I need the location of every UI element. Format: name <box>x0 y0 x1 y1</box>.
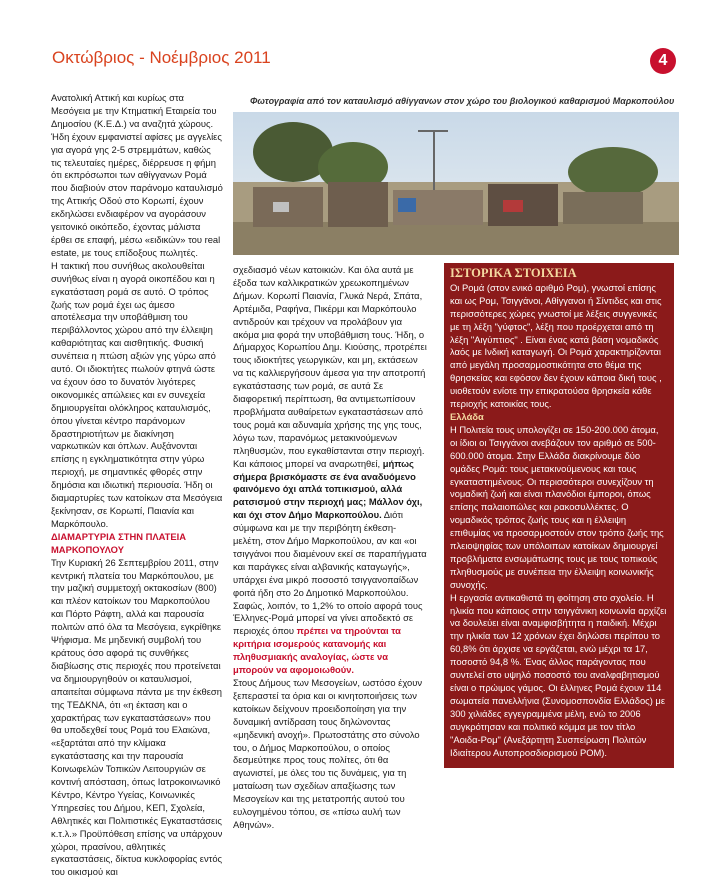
page-number-badge: 4 <box>650 48 676 74</box>
photo-caption: Φωτογραφία από τον καταυλισμό αθίγγανων στον χώρο του βιολογικού καθαρισμού Μαρκοπούλου <box>250 96 675 106</box>
sidebar-paragraph-1: Οι Ρομά (στον ενικό αριθμό Ρομ), γνωστοί επίσης και ως Ρομ, Τσιγγάνοι, Αθίγγανοι ή Σίντιδες και στις περισσότερες χώρες γνωστοί με λέξεις συγγενικές με τη λέξη "γύφτος", λέξη που προέρχεται από τη λέξη "Αιγύπτιος" . Είναι ένας κατά βάση νομαδικός λαός με Ινδική καταγωγή. Οι Ρομά χαρακτηρίζονται από μεγάλη προσαρμοστικότητα στο θέμα της θρησκείας και εφόσον δεν έχουν κάποια δική τους , υιοθετούν ενίοτε την επικρατούσα θρησκεία κάθε περιοχής κατοικίας τους. <box>450 281 662 410</box>
column2-paragraph-1: σχεδιασμό νέων κατοικιών. Και όλα αυτά με έξοδα των καλλικρατικών χρεωκοπημένων Δήμων. Κορωπί Παιανία, Γλυκά Νερά, Σπάτα, Αρτέμιδα, Ραφήνα, Πικέρμι και Μαρκόπουλο αντιδρούν και τρέχουν να προλάβουν για ακόμα μια φορά την υποβάθμιση τους. Ήδη, ο Δήμαρχος Κορωπίου Δημ. Κιούσης, προτρέπει τους ιδιοκτήτες γεωργικών, και μη, εκτάσεων να τις καλλιεργήσουν άμεσα για την αποτροπή εγκατάστασης των ρομά, σε αυτά Σε διαφορετική περίπτωση, θα αντιμετωπίσουν προβλήματα αυθαίρετων εγκαταστάσεων από τους ρομά και αδυναμία χρήσης της γης τους, λόγω των, παρανόμως μετακινούμενων πληθυσμών, που εγκαθίστανται στην περιοχή. <box>233 264 427 456</box>
article-column-1 <box>51 92 223 879</box>
camp-photo <box>233 112 679 255</box>
column2-paragraph-3: Στους Δήμους των Μεσογείων, ωστόσο έχουν ξεπεραστεί τα όρια και οι κινητοποιήσεις των κατοίκων δείχνουν προειδοποίηση για την δυναμική αντίδραση τους δηλώνοντας «μηδενική ανοχή». Πρωτοστάτης στο σύνολο του, ο Δήμος Μαρκοπούλου, ο οποίος δεσμεύτηκε προς τους πολίτες, ότι θα αγωνιστεί, με όλες του τις δυνάμεις, για τη ματαίωση των σχεδίων απαξίωσης των Μεσογείων και της μετατροπής αυτού του ευλογημένου τόπου, σε «πίσω αυλή των Αθηνών». <box>233 677 423 830</box>
history-sidebar-box <box>444 263 674 768</box>
article-column-2 <box>233 264 427 832</box>
column1-subheading: ΔΙΑΜΑΡΤΥΡΙΑ ΣΤΗΝ ΠΛΑΤΕΙΑ ΜΑΡΚΟΠΟΥΛΟΥ <box>51 530 187 555</box>
sidebar-paragraph-3: Η εργασία αντικαθιστά τη φοίτηση στο σχολείο. Η ηλικία που κάποιος στην τσιγγάνικη κοινωνία αρχίζει να δουλεύει είναι αναμφισβήτητα η παιδική. Μέχρι την ηλικία των 12 χρόνων έχει δηλώσει περίπου το 60,8% ότι άρχισε να εργάζεται, ενώ μέχρι τα 17, ποσοστό 94,8 %. Ένας άλλος παράγοντας που συντελεί στο υψηλό ποσοστό του αναλφαβητισμού είναι ο πρώιμος γάμος. Οι έλληνες Ρομά έχουν 114 σωματεία πανελλήνια (Συνομοσπονδία Ελλάδος) με 300 χιλιάδες εγγεγραμμένα μέλη, ενώ το 2006 συγκρότησαν και πολιτικό κόμμα με τον τίτλο "Αοιδα-Ρομ" (Ανεξάρτητη Συσπείρωση Πολιτών Ιδιαίτερου Αυτοπροσδιορισμού ΡΟΜ). <box>450 591 667 758</box>
column1-paragraph-1: Ανατολική Αττική και κυρίως στα Μεσόγεια με την Κτηματική Εταιρεία του Δημοσίου (Κ.Ε.Δ.) να αναζητά χώρους. Ήδη έχουν εμφανιστεί αφίσες με αγγελίες για αγορά γης 2-5 στρεμμάτων, καθώς τις τελευταίες ημέρες, διέρρευσε η φήμη ότι εκπρόσωποι των αθίγγανων Ρομά που διαβιούν στον παράνομο καταυλισμό της Αττικής Οδού στο Κορωπί, έχουν εκδηλώσει ενδιαφέρον να αγοράσουν γειτονικό οικόπεδο, έχοντας μάλιστα έρθει σε επαφή, μέσω «ειδικών» του real estate, με τους επίδοξους πωλητές. <box>51 92 223 258</box>
history-sidebar-column <box>444 263 674 768</box>
column2-paragraph-2-intro: Και κάποιος μπορεί να αναρωτηθεί, <box>233 457 383 469</box>
sidebar-paragraph-2: Η Πολιτεία τους υπολογίζει σε 150-200.000 άτομα, οι ίδιοι οι Τσιγγάνοι ανεβάζουν τον αριθμό σε 500-600.000 άτομα. Στην Ελλάδα διακρίνουμε δύο ομάδες Ρομά: τους μετακινούμενους και τους εγκαταστημένους. Οι περισσότεροι συνεχίζουν τη νομαδική ζωή και είναι πλανόδιοι έμποροι, όπως επίσης παλαιοπώλες και ρακοσυλλέκτες. Ο νομαδικός τρόπος ζωής τους και η έλλειψη επιθυμίας να προσαρμοστούν στον τρόπο ζωής της πλειοψηφίας των υπόλοιπων κατοίκων δημιουργεί προβλήματα ενσωμάτωσης τους με τους τοπικούς πληθυσμούς με συνέπεια την έλλειψη κοινωνικής συνοχής. <box>450 423 664 590</box>
sidebar-subheading: Ελλάδα <box>450 410 484 422</box>
column1-paragraph-2: Η τακτική που συνήθως ακολουθείται συνήθως είναι η αγορά οικοπέδου και η εγκατάσταση ρομά σε αυτό. Ο τρόπος ζωής των ρομά έχει ως άμεσο αποτέλεσμα την υποβάθμιση του περιβάλλοντος χώρου από την έλλειψη καθαριότητας και αισθητικής. Φυσική συνέπεια η πτώση αξιών γης γύρω από αυτό. Οι ιδιοκτήτες πωλούν φτηνά ώστε να έχουν όσο το δυνατόν λιγότερες οικονομικές απώλειες και εν συνεχεία δημιουργείται ολόκληρος καταυλισμός, όπου γίνεται κέντρο παράνομων δραστηριοτήτων με διακίνηση ναρκωτικών και όπλων. Αυξάνονται επίσης η εγκληματικότητα στην γύρω περιοχή, με σημαντικές φθορές στην δημόσια και ιδιωτική περιουσία. Ήδη οι διαμαρτυρίες των κατοίκων στα Μεσόγεια ξεκίνησαν, σε Κορωπί, Παιανία και Μαρκόπουλο. <box>51 259 223 529</box>
camp-photo-image <box>233 112 679 255</box>
column2-paragraph-2 <box>233 458 427 677</box>
column1-paragraph-3: Την Κυριακή 26 Σεπτεμβρίου 2011, στην κεντρική πλατεία του Μαρκόπουλου, με την μαζική συμμετοχή οκτακοσίων (800) και πλέον κατοίκων του Μαρκοπούλου και Πόρτο Ράφτη, αλλά και παρουσία πολιτών από όλα τα Μεσόγεια, εγκρίθηκε Ψήφισμα. Με μηδενική συμβολή του κράτους όσο αφορά τις συνθήκες διαβίωσης στις περιοχές που προτείνεται να δημιουργηθούν οι καταυλισμοί, απαιτείται σύμφωνα πάντα με την έκθεση της ΤΕΔΚΝΑ, ότι «η έκταση και ο χαρακτήρας των εγκαταστάσεων» που θα υποδεχθεί τους Ρομά του Ελαιώνα, «εξαρτάται από την κλίμακα εγκατάστασης και την παρουσία Κοινωφελών Τοπικών Λειτουργιών σε κοντινή απόσταση, όπως Ιατροκοινωνικό Κέντρο, Κέντρο Υγείας, Κοινωνικές Υπηρεσίες του Δήμου, ΚΕΠ, Σχολεία, Αθλητικές και Πολιτιστικές Εγκαταστάσεις κ.τ.λ.» Προϋπόθεση επίσης να υπάρχουν χώροι, πρασίνου, αθλητικές εγκαταστάσεις, δίκτυα κυκλοφορίας εντός του οικισμού και <box>51 556 223 878</box>
column2-paragraph-2-emphasis: μήπως σήμερα βρισκόμαστε σε ένα αναδυόμενο φαινόμενο όχι απλά τοπικισμού, αλλά ρατσισμού στην περιοχή μας; Μάλλον όχι, και όχι στον Δήμο Μαρκοπούλου. <box>233 457 423 521</box>
page-header-title: Οκτώβριος - Νοέμβριος 2011 <box>52 48 271 67</box>
column2-paragraph-2-body: Διότι σύμφωνα και με την περιβόητη έκθεση- μελέτη, στον Δήμο Μαρκοπούλου, αν και «οι τσιγγάνοι που διαμένουν εκεί σε παραπήγματα και παράγκες είναι αλβανικής καταγωγής», υπάρχει ένα μικρό ποσοστό τσιγγανοπαίδων φοιτά ήδη στο 2ο Δημοτικό Μαρκοπούλου. Σαφώς, λοιπόν, το 1,2% το οποίο αφορά τους Έλληνες-Ρομά μπορεί να γίνει αποδεκτό σε περιοχές όπου <box>233 509 427 637</box>
sidebar-title: ΙΣΤΟΡΙΚΑ ΣΤΟΙΧΕΙΑ <box>450 266 577 280</box>
column2-paragraph-2-highlight: πρέπει να τηρούνται τα κριτήρια ισομερούς κατανομής και πληθυσμιακής αναλογίας, ώστε να μπορούν να αφομοιωθούν. <box>233 625 401 676</box>
